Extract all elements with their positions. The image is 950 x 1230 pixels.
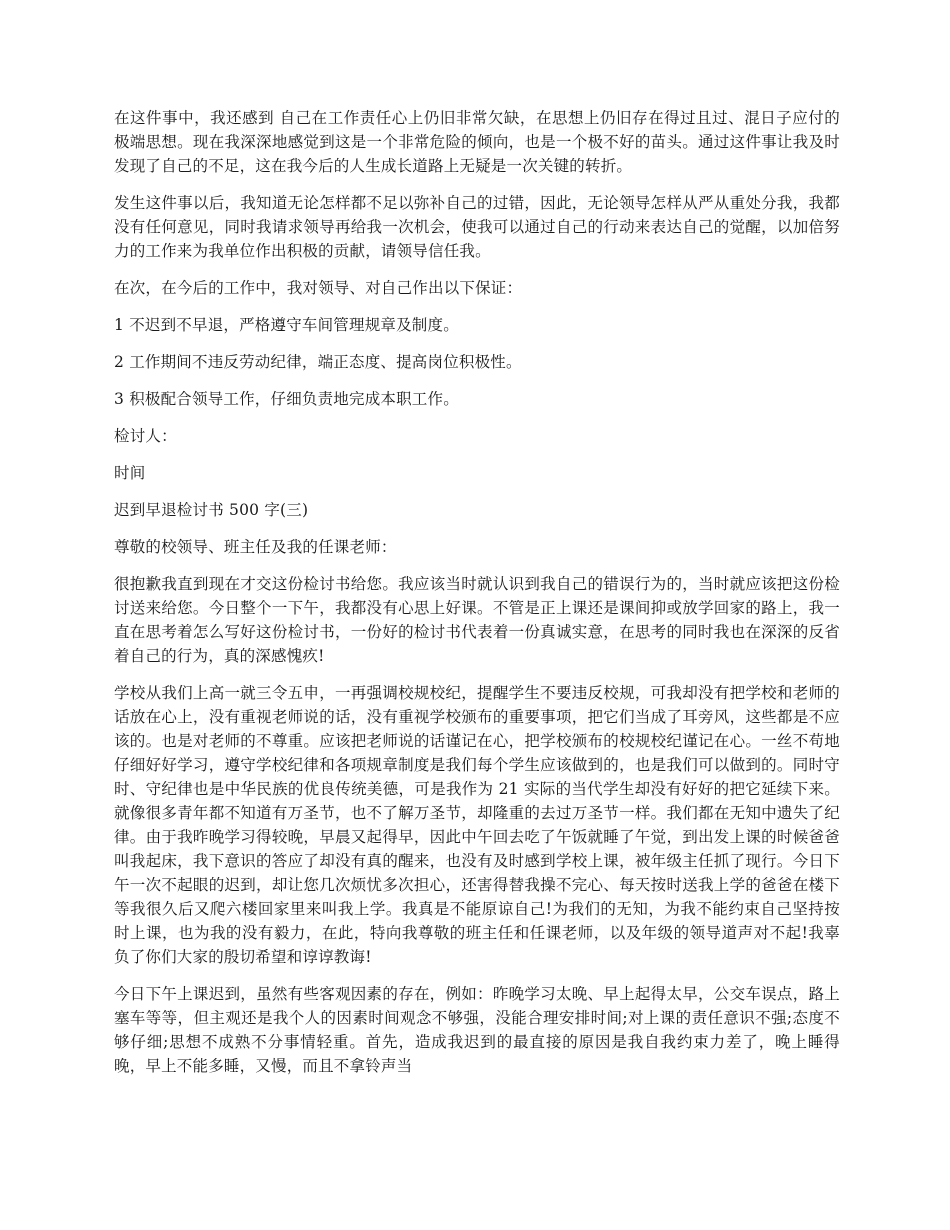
guarantee-item-1: 1 不迟到不早退，严格遵守车间管理规章及制度。 <box>114 316 459 334</box>
paragraph-school-rules: 学校从我们上高一就三令五申，一再强调校规校纪，提醒学生不要违反校规，可我却没有把学校和老师的话放在心上，没有重视老师说的话，没有重视学校颁布的重要事项，把它们当成了耳旁风，这些都是不应该的。也是对老师的不尊重。应该把老师说的话谨记在心，把学校颁布的校规校纪谨记在心。一丝不苟地仔细好好学习，遵守学校纪律和各项规章制度是我们每个学生应该做到的，也是我们可以做到的。同时守时、守纪律也是中华民族的优良传统美德，可是我作为 21 实际的当代学生却没有好好的把它延续下来。就像很多青年都不知道有万圣节，也不了解万圣节，却隆重的去过万圣节一样。我们都在无知中遗失了纪律。由于我昨晚学习得较晚，早晨又起得早，因此中午回去吃了午饭就睡了午觉，到出发上课的时候爸爸叫我起床，我下意识的答应了却没有真的醒来，也没有及时感到学校上课，被年级主任抓了现行。今日下午一次不起眼的迟到，却让您几次烦忧多次担心，还害得替我操不完心、每天按时送我上学的爸爸在楼下等我很久后又爬六楼回家里来叫我上学。我真是不能原谅自己!为我们的无知，为我不能约束自己坚持按时上课，也为我的没有毅力，在此，特向我尊敬的班主任和任课老师，以及年级的领导道声对不起!我辜负了你们大家的殷切希望和谆谆教诲! <box>114 684 840 966</box>
document-body <box>114 106 840 1091</box>
signature-label: 检讨人： <box>114 427 177 445</box>
guarantee-item-2: 2 工作期间不违反劳动纪律，端正态度、提高岗位积极性。 <box>114 353 522 371</box>
paragraph-apology: 很抱歉我直到现在才交这份检讨书给您。我应该当时就认识到我自己的错误行为的，当时就应该把这份检讨送来给您。今日整个一下午，我都没有心思上好课。不管是正上课还是课间抑或放学回家的路上，我一直在思考着怎么写好这份检讨书，一份好的检讨书代表着一份真诚实意，在思考的同时我也在深深的反省着自己的行为，真的深感愧疚! <box>114 575 840 665</box>
section-title: 迟到早退检讨书 500 字(三) <box>114 501 309 519</box>
paragraph-request-chance: 发生这件事以后，我知道无论怎样都不足以弥补自己的过错，因此，无论领导怎样从严从重处分我，我都没有任何意见，同时我请求领导再给我一次机会，使我可以通过自己的行动来表达自己的觉醒，以加倍努力的工作来为我单位作出积极的贡献，请领导信任我。 <box>114 194 840 260</box>
paragraph-late-reasons: 今日下午上课迟到，虽然有些客观因素的存在，例如：昨晚学习太晚、早上起得太早，公交车误点，路上塞车等等，但主观还是我个人的因素时间观念不够强，没能合理安排时间;对上课的责任意识不强;态度不够仔细;思想不成熟不分事情轻重。首先，造成我迟到的最直接的原因是我自我约束力差了，晚上睡得晚，早上不能多睡，又慢，而且不拿铃声当 <box>114 985 840 1075</box>
date-label: 时间 <box>114 464 146 482</box>
paragraph-guarantee-intro: 在次，在今后的工作中，我对领导、对自己作出以下保证： <box>114 279 523 297</box>
guarantee-item-3: 3 积极配合领导工作，仔细负责地完成本职工作。 <box>114 390 459 408</box>
salutation: 尊敬的校领导、班主任及我的任课老师： <box>114 538 397 556</box>
paragraph-responsibility: 在这件事中，我还感到 自己在工作责任心上仍旧非常欠缺，在思想上仍旧存在得过且过、混日子应付的极端思想。现在我深深地感觉到这是一个非常危险的倾向，也是一个极不好的苗头。通过这件事让我及时发现了自己的不足，这在我今后的人生成长道路上无疑是一次关键的转折。 <box>114 109 840 175</box>
